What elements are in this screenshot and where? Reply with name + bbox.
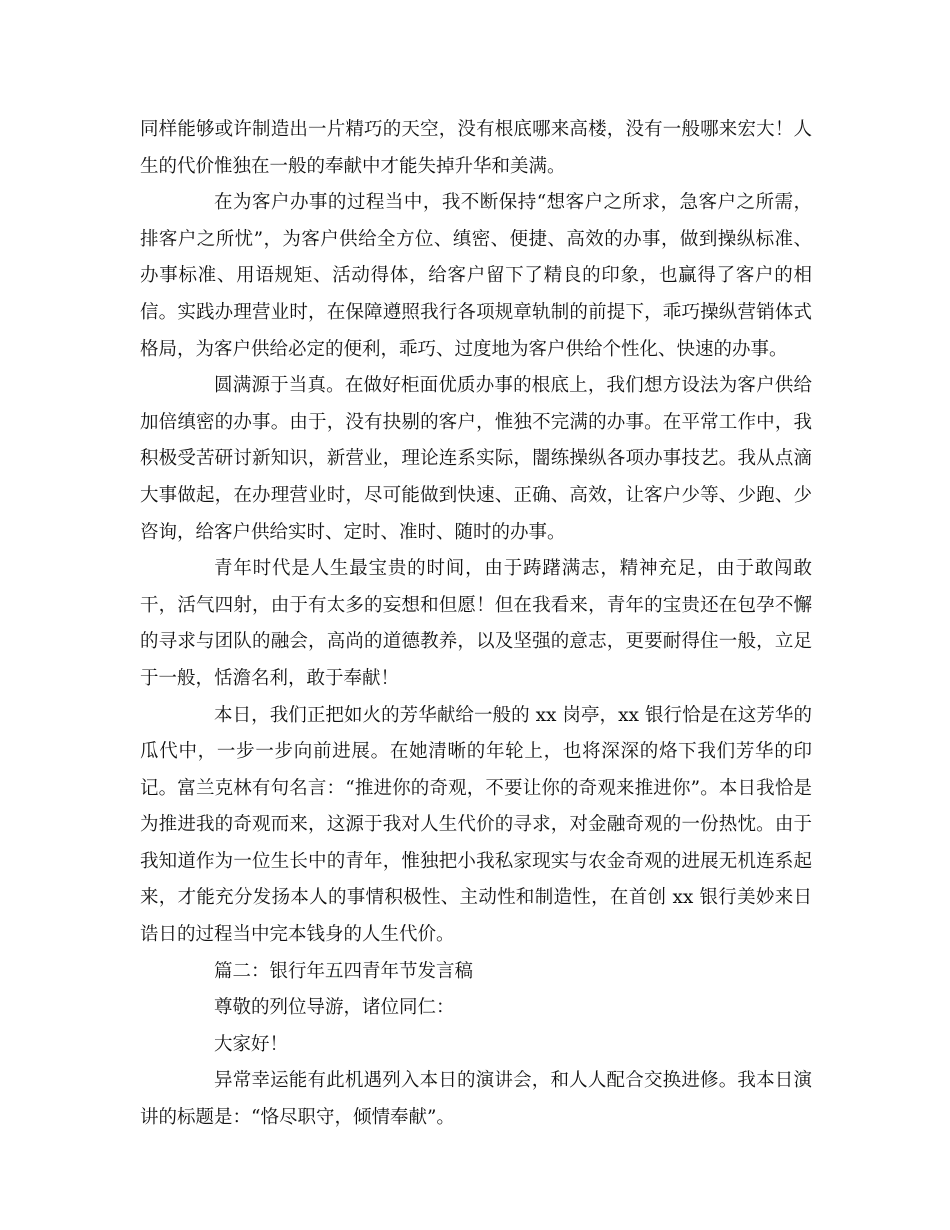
paragraph-continuation: 同样能够或许制造出一片精巧的天空，没有根底哪来高楼，没有一般哪来宏大！人生的代价惟独在一般的奉献中才能失掉升华和美满。	[140, 119, 812, 177]
paragraph-speech-intro: 异常幸运能有此机遇列入本日的演讲会，和人人配合交换进修。我本日演讲的标题是：“恪尽职守，倾情奉献”。	[140, 1070, 812, 1129]
paragraph-customer-service: 在为客户办事的过程当中，我不断保持“想客户之所求，急客户之所需，排客户之所忧”，为客户供给全方位、缜密、便捷、高效的办事，做到操纵标准、办事标准、用语规矩、活动得体，给客户留下了精良的印象，也赢得了客户的相信。实践办理营业时，在保障遵照我行各项规章轨制的前提下，乖巧操纵营销体式格局，为客户供给必定的便利，乖巧、过度地为客户供给个性化、快速的办事。	[140, 192, 812, 360]
paragraph-youth: 青年时代是人生最宝贵的时间，由于踌躇满志，精神充足，由于敢闯敢干，活气四射，由于有太多的妄想和但愿！但在我看来，青年的宝贵还在包孕不懈的寻求与团队的融会，高尚的道德教养，以及坚强的意志，更要耐得住一般，立足于一般，恬澹名利，敢于奉献！	[140, 558, 812, 689]
section-heading: 篇二：银行年五四青年节发言稿	[214, 960, 474, 982]
document-body	[140, 112, 812, 1137]
paragraph-today: 本日，我们正把如火的芳华献给一般的 xx 岗亭，xx 银行恰是在这芳华的瓜代中，一步一步向前进展。在她清晰的年轮上，也将深深的烙下我们芳华的印记。富兰克林有句名言：“推进你的奇观，不要让你的奇观来推进你”。本日我恰是为推进我的奇观而来，这源于我对人生代价的寻求，对金融奇观的一份热忱。由于我知道作为一位生长中的青年，惟独把小我私家现实与农金奇观的进展无机连系起来，才能充分发扬本人的事情积极性、主动性和制造性，在首创 xx 银行美妙来日诰日的过程当中完本钱身的人生代价。	[140, 704, 812, 946]
paragraph-perfection: 圆满源于当真。在做好柜面优质办事的根底上，我们想方设法为客户供给加倍缜密的办事。由于，没有抉剔的客户，惟独不完满的办事。在平常工作中，我积极受苦研讨新知识，新营业，理论连系实际，闇练操纵各项办事技艺。我从点滴大事做起，在办理营业时，尽可能做到快速、正确、高效，让客户少等、少跑、少咨询，给客户供给实时、定时、准时、随时的办事。	[140, 375, 812, 543]
salutation: 尊敬的列位导游，诸位同仁：	[214, 997, 455, 1019]
greeting: 大家好！	[214, 1033, 289, 1055]
